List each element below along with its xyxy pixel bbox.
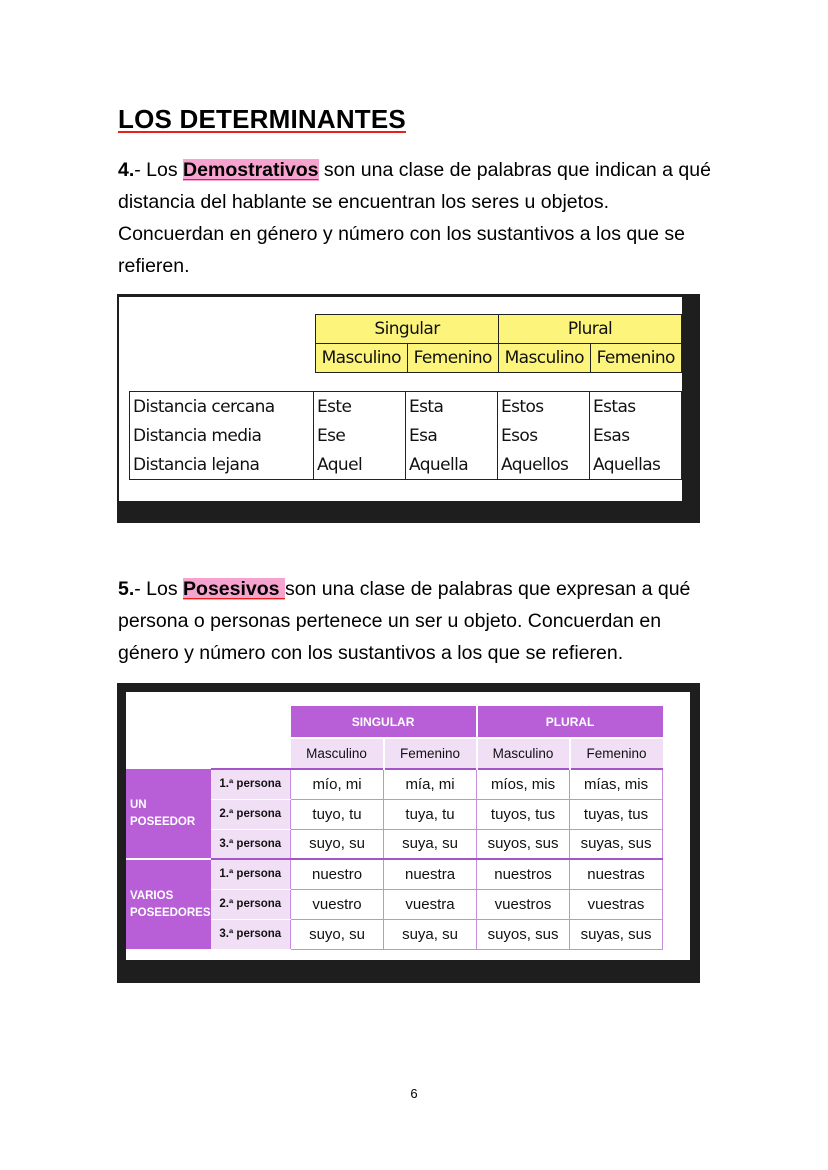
table-cell: suyo, su <box>291 829 384 859</box>
paragraph-demostrativos <box>118 154 718 282</box>
posesivos-table <box>126 706 663 950</box>
blank-cell <box>211 706 291 738</box>
group-label-line: VARIOS <box>130 889 174 902</box>
table-cell: suyos, sus <box>477 829 570 859</box>
table-cell: nuestro <box>291 859 384 889</box>
section-number: 5. <box>118 578 135 600</box>
posesivos-table-image <box>117 683 700 983</box>
row-label: Distancia lejana <box>130 450 314 480</box>
header-singular: SINGULAR <box>291 706 477 738</box>
group-label-line: UN <box>130 798 147 811</box>
table-cell: tuyos, tus <box>477 799 570 829</box>
highlighted-term: Posesivos <box>183 578 285 600</box>
table-row <box>130 392 682 422</box>
demostrativos-body <box>129 391 682 480</box>
table-cell: Ese <box>314 421 406 450</box>
section-number: 4. <box>118 159 135 181</box>
header-femenino: Femenino <box>407 344 499 373</box>
header-masculino: Masculino <box>499 344 591 373</box>
group-label-line: POSEEDORES <box>130 906 211 919</box>
table-cell: tuyas, tus <box>570 799 663 829</box>
table-row <box>130 421 682 450</box>
table-cell: mío, mi <box>291 769 384 799</box>
table-cell: vuestros <box>477 889 570 919</box>
persona-label: 1.ª persona <box>211 859 291 889</box>
table-cell: nuestra <box>384 859 477 889</box>
table-cell: tuya, tu <box>384 799 477 829</box>
table-cell: Aquel <box>314 450 406 480</box>
table-cell: suya, su <box>384 919 477 949</box>
persona-label: 2.ª persona <box>211 889 291 919</box>
blank-cell <box>126 706 211 738</box>
header-femenino: Femenino <box>590 344 682 373</box>
persona-label: 3.ª persona <box>211 829 291 859</box>
group-label <box>126 769 211 859</box>
paragraph-posesivos <box>118 573 718 669</box>
persona-label: 2.ª persona <box>211 799 291 829</box>
highlighted-term: Demostrativos <box>183 159 319 181</box>
demostrativos-header <box>315 314 682 373</box>
table-row <box>130 450 682 480</box>
table-cell: Aquellas <box>590 450 682 480</box>
table-cell: Esos <box>498 421 590 450</box>
header-plural: PLURAL <box>477 706 663 738</box>
table-cell: vuestra <box>384 889 477 919</box>
page-title: LOS DETERMINANTES <box>118 104 406 134</box>
header-masculino: Masculino <box>316 344 408 373</box>
table-cell: Esas <box>590 421 682 450</box>
row-label: Distancia cercana <box>130 392 314 422</box>
table-cell: suya, su <box>384 829 477 859</box>
table-cell: Esta <box>406 392 498 422</box>
table-cell: vuestras <box>570 889 663 919</box>
table-cell: mías, mis <box>570 769 663 799</box>
header-masculino: Masculino <box>291 738 384 769</box>
table-cell: tuyo, tu <box>291 799 384 829</box>
persona-label: 1.ª persona <box>211 769 291 799</box>
header-femenino: Femenino <box>570 738 663 769</box>
table-cell: mía, mi <box>384 769 477 799</box>
table-cell: Estos <box>498 392 590 422</box>
header-singular: Singular <box>316 315 499 344</box>
blank-cell <box>211 738 291 769</box>
page-number: 6 <box>410 1086 418 1101</box>
header-femenino: Femenino <box>384 738 477 769</box>
table-cell: nuestros <box>477 859 570 889</box>
paragraph-text: son una clase de palabras que indican a qué distancia del hablante se encuentran los seres u objetos. Concuerdan en género y número con los sustantivos a los que se refieren. <box>118 159 711 277</box>
persona-label: 3.ª persona <box>211 919 291 949</box>
table-cell: Aquella <box>406 450 498 480</box>
table-cell: suyas, sus <box>570 919 663 949</box>
table-cell: Este <box>314 392 406 422</box>
group-label <box>126 859 211 949</box>
table-cell: míos, mis <box>477 769 570 799</box>
demostrativos-table-image <box>117 294 700 523</box>
table-cell: suyo, su <box>291 919 384 949</box>
group-label-line: POSEEDOR <box>130 815 196 828</box>
table-row <box>126 859 663 889</box>
paragraph-lead: - Los <box>134 578 184 600</box>
blank-cell <box>126 738 211 769</box>
table-cell: suyas, sus <box>570 829 663 859</box>
table-cell: Estas <box>590 392 682 422</box>
row-label: Distancia media <box>130 421 314 450</box>
header-plural: Plural <box>499 315 682 344</box>
table-cell: Esa <box>406 421 498 450</box>
table-row <box>126 769 663 799</box>
table-cell: suyos, sus <box>477 919 570 949</box>
paragraph-text: son una clase de palabras que expresan a qué persona o personas pertenece un ser u objeto. Concuerdan en género y número con los sustantivos a los que se refieren. <box>118 578 691 664</box>
table-cell: vuestro <box>291 889 384 919</box>
header-masculino: Masculino <box>477 738 570 769</box>
paragraph-lead: - Los <box>134 159 184 181</box>
table-cell: Aquellos <box>498 450 590 480</box>
table-cell: nuestras <box>570 859 663 889</box>
